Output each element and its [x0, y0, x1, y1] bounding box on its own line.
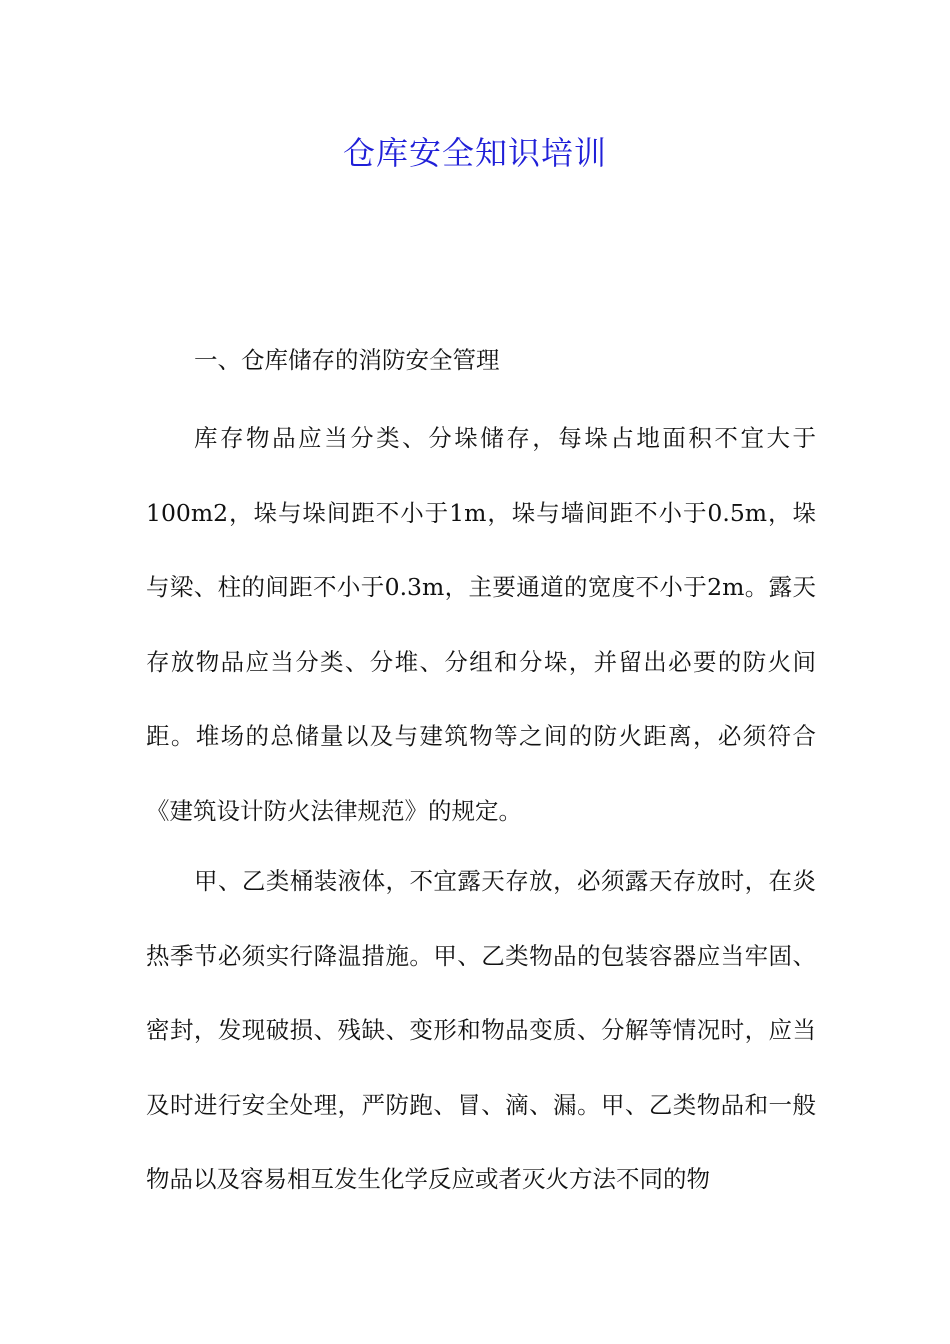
paragraph-storage-rules: 库存物品应当分类、分垛储存，每垛占地面积不宜大于100m2，垛与垛间距不小于1m，垛与墙间距不小于0.5m，垛与梁、柱的间距不小于0.3m，主要通道的宽度不小于2m。露天存放物品应当分类、分堆、分组和分垛，并留出必要的防火间距。堆场的总储量以及与建筑物等之间的防火距离，必须符合《建筑设计防火法律规范》的规定。 [146, 424, 816, 825]
paragraph-liquid-storage: 甲、乙类桶装液体，不宜露天存放，必须露天存放时，在炎热季节必须实行降温措施。甲、乙类物品的包装容器应当牢固、密封，发现破损、残缺、变形和物品变质、分解等情况时，应当及时进行安全处理，严防跑、冒、滴、漏。甲、乙类物品和一般物品以及容易相互发生化学反应或者灭火方法不同的物 [146, 867, 816, 1193]
section-heading: 一、仓库储存的消防安全管理 [194, 346, 500, 374]
document-title: 仓库安全知识培训 [342, 134, 607, 172]
